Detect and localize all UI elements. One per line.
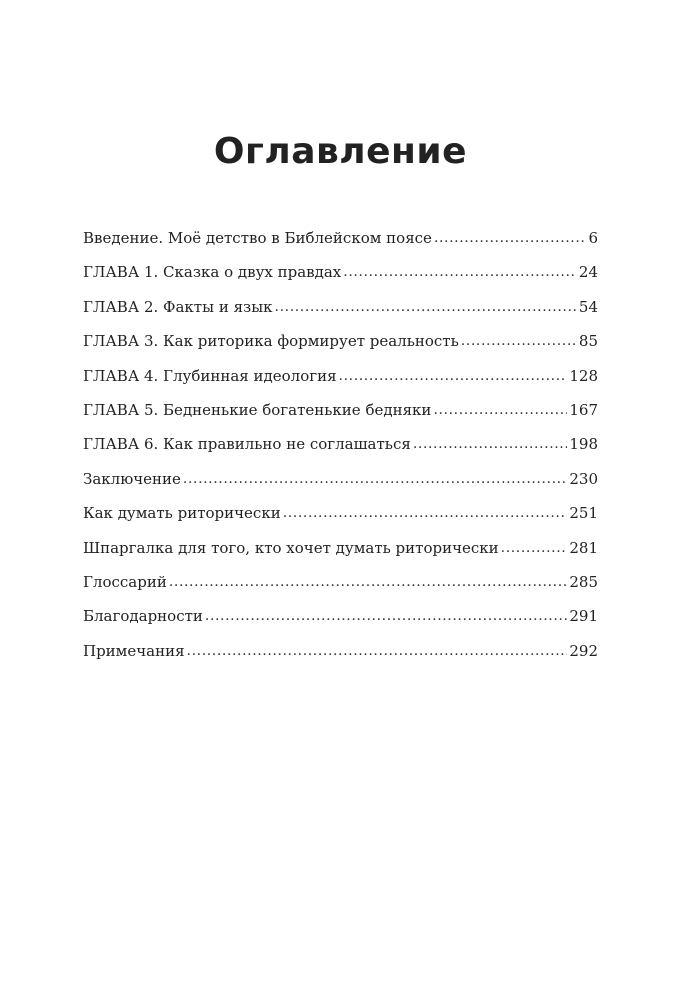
- dot-leader: [413, 434, 568, 449]
- toc-entry[interactable]: [83, 538, 598, 572]
- dot-leader: [183, 469, 567, 484]
- toc-entry-label: Заключение: [83, 469, 181, 488]
- toc-entry-page: 285: [569, 572, 598, 591]
- toc-entry-label: Шпаргалка для того, кто хочет думать риторически: [83, 538, 499, 557]
- toc-entry-label: ГЛАВА 2. Факты и язык: [83, 297, 273, 316]
- toc-entry-page: 251: [569, 504, 598, 523]
- toc-entry-page: 291: [569, 607, 598, 626]
- toc-entry-label: ГЛАВА 3. Как риторика формирует реальность: [83, 332, 459, 351]
- dot-leader: [461, 331, 577, 346]
- dot-leader: [283, 503, 568, 518]
- dot-leader: [275, 297, 577, 312]
- toc-entry-page: 24: [578, 263, 598, 282]
- toc-entry-page: 230: [569, 469, 598, 488]
- toc-entry[interactable]: [83, 400, 598, 434]
- toc-entry[interactable]: [83, 503, 598, 537]
- toc-entry-label: Как думать риторически: [83, 504, 281, 523]
- toc-entry-label: Примечания: [83, 641, 185, 660]
- toc-entry-page: 54: [578, 297, 598, 316]
- toc-entry-label: Введение. Моё детство в Библейском поясе: [83, 229, 432, 247]
- toc-entry-page: 85: [578, 332, 598, 351]
- dot-leader: [205, 606, 567, 621]
- toc-entry-label: Благодарности: [83, 607, 203, 626]
- toc-entry[interactable]: [83, 606, 598, 640]
- dot-leader: [434, 228, 587, 243]
- toc-entry-page: 292: [569, 641, 598, 660]
- dot-leader: [433, 400, 567, 415]
- page-title: Оглавление: [213, 131, 468, 172]
- toc-entry[interactable]: [83, 297, 598, 331]
- toc-entry-page: 281: [569, 538, 598, 557]
- toc-entry-page: 6: [588, 229, 598, 247]
- toc-entry-label: Глоссарий: [83, 572, 167, 591]
- toc-entry-page: 167: [569, 400, 598, 419]
- toc-entry-page: 198: [569, 435, 598, 454]
- toc-entry-label: ГЛАВА 6. Как правильно не соглашаться: [83, 435, 411, 454]
- toc-entry-label: ГЛАВА 1. Сказка о двух правдах: [83, 263, 342, 282]
- toc-entry[interactable]: [83, 434, 598, 468]
- dot-leader: [501, 538, 568, 553]
- toc-entry[interactable]: [83, 228, 598, 262]
- toc-entry-label: ГЛАВА 5. Бедненькие богатенькие бедняки: [83, 400, 432, 419]
- table-of-contents: [83, 228, 598, 675]
- toc-entry[interactable]: [83, 641, 598, 675]
- toc-entry-page: 128: [569, 366, 598, 385]
- toc-entry[interactable]: [83, 331, 598, 365]
- toc-entry[interactable]: [83, 572, 598, 606]
- dot-leader: [343, 262, 577, 277]
- toc-entry[interactable]: [83, 366, 598, 400]
- toc-entry-label: ГЛАВА 4. Глубинная идеология: [83, 366, 337, 385]
- dot-leader: [169, 572, 568, 587]
- toc-entry[interactable]: [83, 262, 598, 296]
- dot-leader: [339, 366, 568, 381]
- dot-leader: [187, 641, 568, 656]
- toc-entry[interactable]: [83, 469, 598, 503]
